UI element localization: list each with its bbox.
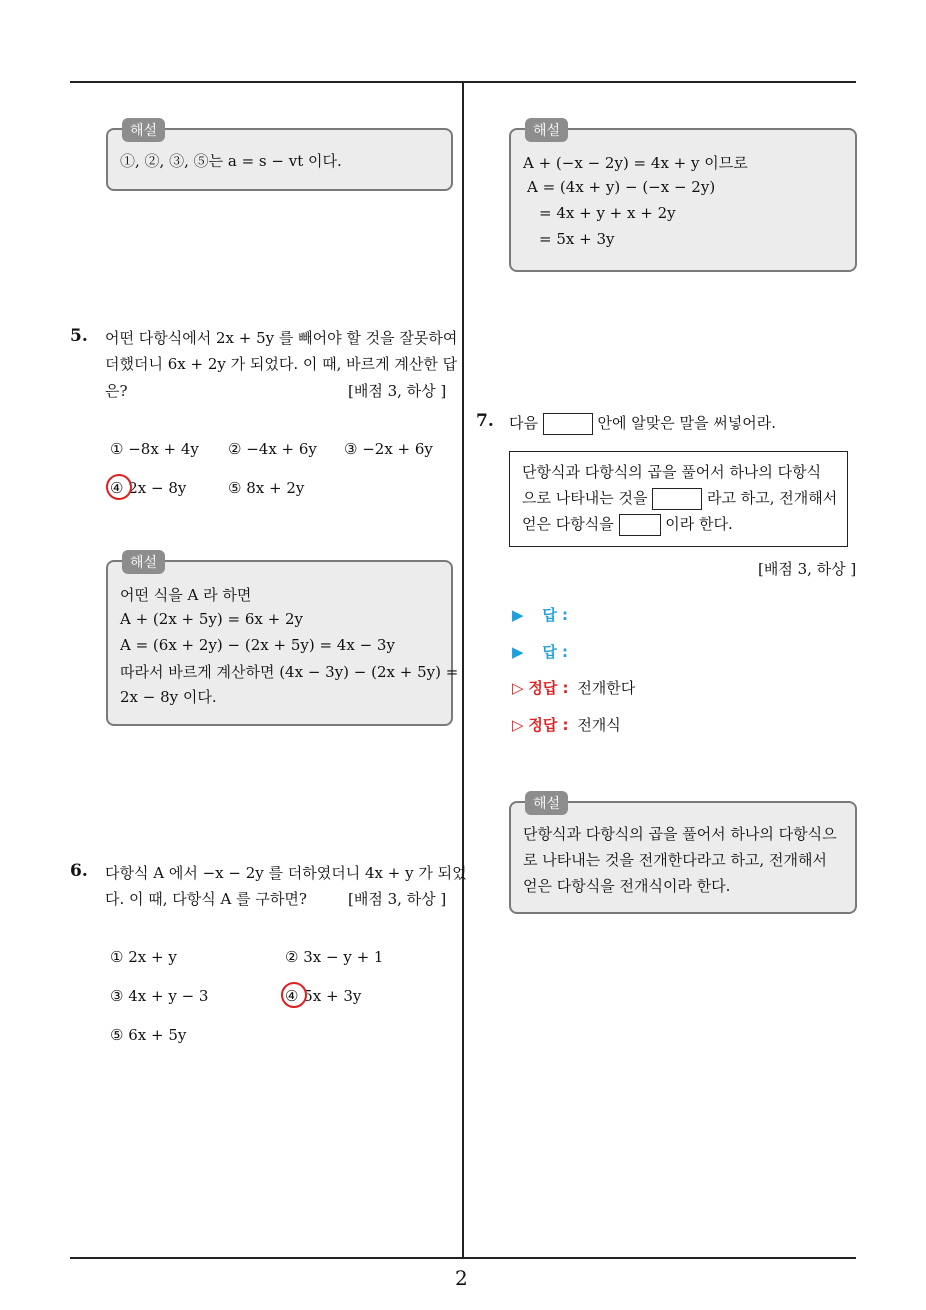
q7-answer-2 xyxy=(512,641,568,662)
q6-choice-4[interactable]: ④ 5x + 3y xyxy=(285,987,362,1005)
q7-blank-2[interactable] xyxy=(619,514,661,536)
play-arrow-icon: ▶ xyxy=(512,606,524,624)
q7-prompt-a: 다음 xyxy=(509,414,538,432)
q5-answer-circle-icon xyxy=(106,474,132,500)
q7-number: 7. xyxy=(476,411,494,431)
q5-solution-line-3: A = (6x + 2y) − (2x + 5y) = 4x − 3y xyxy=(120,636,395,654)
correct-label: 정답 : xyxy=(528,716,569,734)
column-divider xyxy=(462,82,464,1257)
correct-answer-1: 전개한다 xyxy=(577,679,636,697)
q7-blank-1[interactable] xyxy=(652,488,702,510)
q4-solution-box xyxy=(106,123,453,191)
q5-number: 5. xyxy=(70,326,88,346)
q7-prompt-blank xyxy=(543,413,593,435)
answer-label: 답 : xyxy=(542,606,569,624)
q6-score: [배점 3, 하상 ] xyxy=(348,890,447,908)
q7-question-box xyxy=(509,451,848,547)
correct-label: 정답 : xyxy=(528,679,569,697)
q6-line2: 다. 이 때, 다항식 A 를 구하면? xyxy=(105,890,307,908)
q6-solution-line-1: A + (−x − 2y) = 4x + y 이므로 xyxy=(523,154,748,172)
q7-solution-line-3: 얻은 다항식을 전개식이라 한다. xyxy=(523,877,731,895)
q7-solution-box xyxy=(509,796,857,914)
q6-choice-5[interactable]: ⑤ 6x + 5y xyxy=(110,1026,187,1044)
q7-box-line3a: 얻은 다항식을 xyxy=(522,515,614,533)
q5-solution-box xyxy=(106,555,459,726)
q6-answer-circle-icon xyxy=(281,982,307,1008)
q7-box-line3b: 이라 한다. xyxy=(665,515,733,533)
q7-prompt xyxy=(509,412,776,435)
q7-solution-line-2: 로 나타내는 것을 전개한다라고 하고, 전개해서 xyxy=(523,851,827,869)
answer-label: 답 : xyxy=(542,643,569,661)
q5-solution-line-2: A + (2x + 5y) = 6x + 2y xyxy=(120,610,303,628)
q7-box-line3 xyxy=(522,513,733,536)
bottom-rule xyxy=(70,1257,856,1259)
correct-answer-2: 전개식 xyxy=(577,716,621,734)
q7-prompt-b: 안에 알맞은 말을 써넣어라. xyxy=(597,414,777,432)
q6-number: 6. xyxy=(70,861,88,881)
q5-solution-line-5: 2x − 8y 이다. xyxy=(120,688,217,706)
q5-choice-2[interactable]: ② −4x + 6y xyxy=(228,440,317,458)
q5-line1: 어떤 다항식에서 2x + 5y 를 빼어야 할 것을 잘못하여 xyxy=(105,329,458,347)
solution-tag: 해설 xyxy=(525,118,568,142)
q7-box-line2a: 으로 나타내는 것을 xyxy=(522,489,648,507)
solution-tag: 해설 xyxy=(122,550,165,574)
q6-choice-3[interactable]: ③ 4x + y − 3 xyxy=(110,987,209,1005)
q7-answer-1 xyxy=(512,604,568,625)
q6-choice-1[interactable]: ① 2x + y xyxy=(110,948,177,966)
q6-solution-line-2: A = (4x + y) − (−x − 2y) xyxy=(527,178,716,196)
q5-line2: 더했더니 6x + 2y 가 되었다. 이 때, 바르게 계산한 답 xyxy=(105,355,458,373)
q6-choice-2[interactable]: ② 3x − y + 1 xyxy=(285,948,384,966)
triangle-right-icon: ▷ xyxy=(512,716,524,734)
page-number: 2 xyxy=(455,1266,468,1290)
q5-choice-4[interactable]: ④ 2x − 8y xyxy=(110,479,187,497)
q7-solution-line-1: 단항식과 다항식의 곱을 풀어서 하나의 다항식으 xyxy=(523,825,837,843)
triangle-right-icon: ▷ xyxy=(512,679,524,697)
q5-solution-line-1: 어떤 식을 A 라 하면 xyxy=(120,586,252,604)
solution-tag: 해설 xyxy=(525,791,568,815)
q7-correct-2 xyxy=(512,714,621,735)
q7-box-line1: 단항식과 다항식의 곱을 풀어서 하나의 다항식 xyxy=(522,463,822,481)
q7-score: [배점 3, 하상 ] xyxy=(758,560,857,578)
q5-choice-1[interactable]: ① −8x + 4y xyxy=(110,440,199,458)
q6-solution-line-4: = 5x + 3y xyxy=(539,230,615,248)
q6-solution-box xyxy=(509,123,857,272)
play-arrow-icon: ▶ xyxy=(512,643,524,661)
q4-solution-line: ①, ②, ③, ⑤는 a = s − vt 이다. xyxy=(120,152,342,170)
solution-tag: 해설 xyxy=(122,118,165,142)
q6-solution-line-3: = 4x + y + x + 2y xyxy=(539,204,676,222)
q5-choice-3[interactable]: ③ −2x + 6y xyxy=(344,440,433,458)
q6-line1: 다항식 A 에서 −x − 2y 를 더하였더니 4x + y 가 되었 xyxy=(105,864,467,882)
q5-score: [배점 3, 하상 ] xyxy=(348,382,447,400)
q7-box-line2b: 라고 하고, 전개해서 xyxy=(707,489,838,507)
q5-line3: 은? xyxy=(105,382,128,400)
q5-choice-5[interactable]: ⑤ 8x + 2y xyxy=(228,479,305,497)
q7-box-line2 xyxy=(522,487,837,510)
q7-correct-1 xyxy=(512,677,635,698)
q5-solution-line-4: 따라서 바르게 계산하면 (4x − 3y) − (2x + 5y) = xyxy=(120,663,459,681)
